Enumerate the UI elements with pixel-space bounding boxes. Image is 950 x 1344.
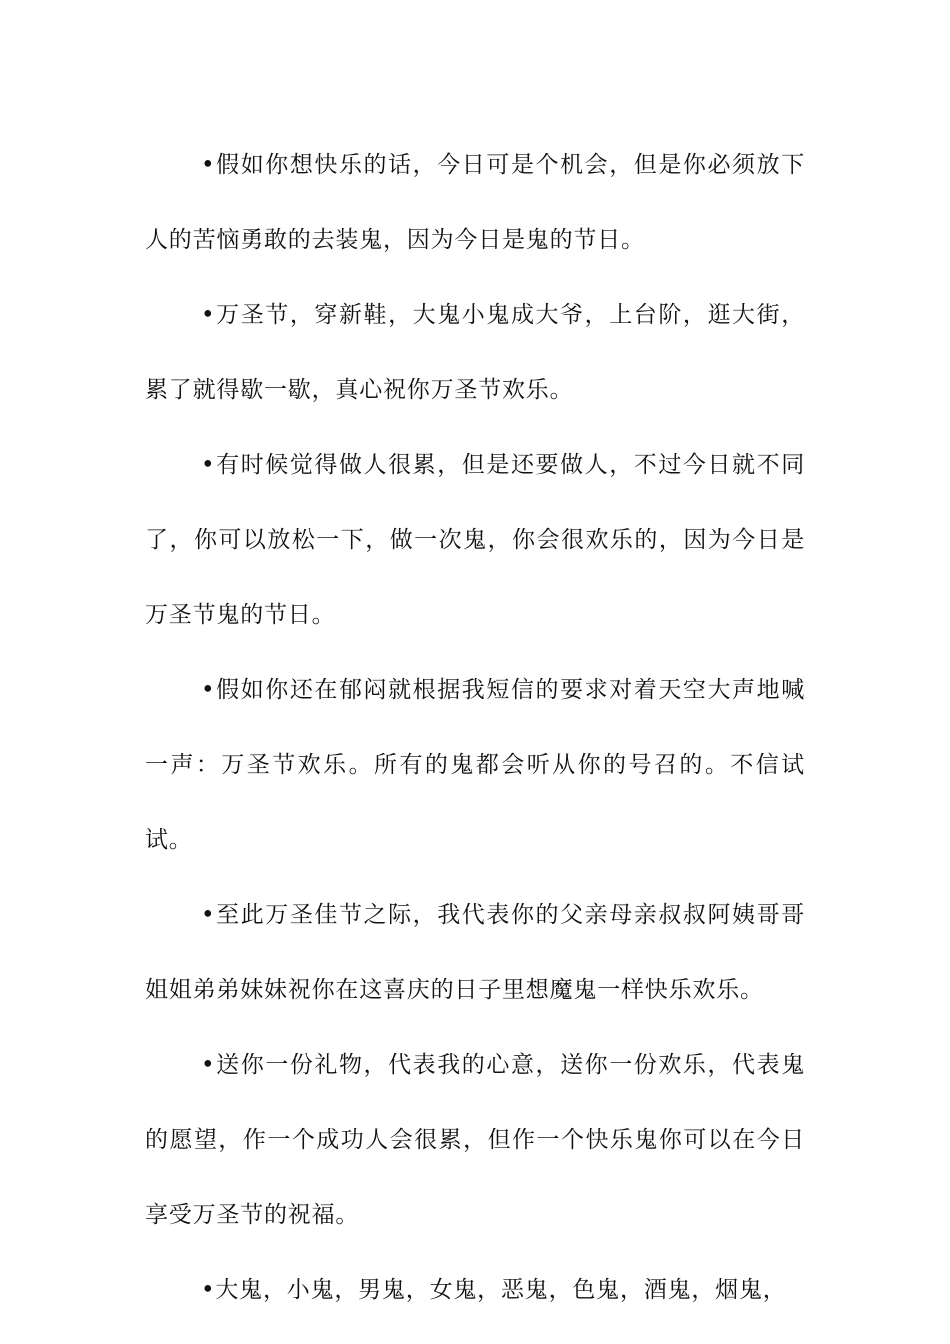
paragraph-6: •送你一份礼物，代表我的心意，送你一份欢乐，代表鬼的愿望，作一个成功人会很累，但作一个快乐鬼你可以在今日享受万圣节的祝福。 xyxy=(145,1052,805,1228)
paragraph-4: •假如你还在郁闷就根据我短信的要求对着天空大声地喊一声：万圣节欢乐。所有的鬼都会听从你的号召的。不信试试。 xyxy=(145,677,805,853)
paragraph-7: •大鬼，小鬼，男鬼，女鬼，恶鬼，色鬼，酒鬼，烟鬼， xyxy=(201,1277,787,1303)
paragraph-2: •万圣节，穿新鞋，大鬼小鬼成大爷，上台阶，逛大街，累了就得歇一歇，真心祝你万圣节欢乐。 xyxy=(145,302,805,403)
document-body xyxy=(145,128,805,1328)
paragraph-1: •假如你想快乐的话，今日可是个机会，但是你必须放下人的苦恼勇敢的去装鬼，因为今日是鬼的节日。 xyxy=(145,152,805,253)
paragraph-3: •有时候觉得做人很累，但是还要做人，不过今日就不同了，你可以放松一下，做一次鬼，你会很欢乐的，因为今日是万圣节鬼的节日。 xyxy=(145,452,805,628)
paragraph-5: •至此万圣佳节之际，我代表你的父亲母亲叔叔阿姨哥哥姐姐弟弟妹妹祝你在这喜庆的日子里想魔鬼一样快乐欢乐。 xyxy=(145,902,805,1003)
